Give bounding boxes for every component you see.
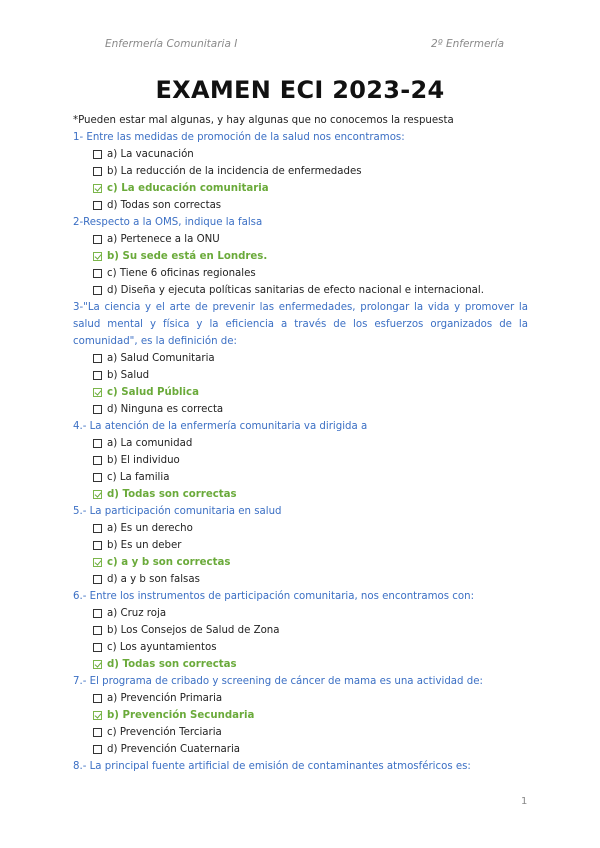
running-header-year: 2º Enfermería: [431, 38, 505, 50]
checked-box-icon[interactable]: [93, 252, 102, 261]
running-header-course: Enfermería Comunitaria I: [105, 38, 238, 50]
checkbox-icon[interactable]: [93, 473, 102, 482]
answer-option[interactable]: [73, 452, 528, 469]
page-title: EXAMEN ECI 2023-24: [155, 76, 445, 104]
answer-option[interactable]: [73, 486, 528, 503]
answer-option[interactable]: [73, 469, 528, 486]
answer-option[interactable]: [73, 724, 528, 741]
answer-option[interactable]: [73, 282, 528, 299]
answer-option[interactable]: [73, 265, 528, 282]
answer-option-label: c) Tiene 6 oficinas regionales: [107, 268, 256, 279]
question-8: 8.- La principal fuente artificial de emisión de contaminantes atmosféricos es:: [73, 761, 471, 772]
checkbox-icon[interactable]: [93, 269, 102, 278]
answer-option-label: a) Cruz roja: [107, 608, 167, 619]
checkbox-icon[interactable]: [93, 626, 102, 635]
answer-option[interactable]: [73, 707, 528, 724]
answer-option-label: c) Los ayuntamientos: [107, 642, 217, 653]
answer-option-label: c) La familia: [107, 472, 170, 483]
answer-option[interactable]: [73, 350, 528, 367]
answer-option-label: c) La educación comunitaria: [107, 183, 269, 194]
checkbox-icon[interactable]: [93, 150, 102, 159]
answer-option[interactable]: [73, 605, 528, 622]
answer-option[interactable]: [73, 639, 528, 656]
checkbox-icon[interactable]: [93, 201, 102, 210]
checked-box-icon[interactable]: [93, 711, 102, 720]
answer-option-label: b) Salud: [107, 370, 150, 381]
answer-option-label: d) Todas son correctas: [107, 200, 222, 211]
checkbox-icon[interactable]: [93, 439, 102, 448]
answer-option-label: a) Prevención Primaria: [107, 693, 223, 704]
answer-option[interactable]: [73, 197, 528, 214]
answer-option[interactable]: [73, 435, 528, 452]
answer-option[interactable]: [73, 741, 528, 758]
page-number: 1: [521, 796, 528, 807]
checkbox-icon[interactable]: [93, 643, 102, 652]
answer-option-label: d) a y b son falsas: [107, 574, 200, 585]
checked-box-icon[interactable]: [93, 490, 102, 499]
question-6: 6.- Entre los instrumentos de participación comunitaria, nos encontramos con:: [73, 591, 475, 602]
answer-option[interactable]: [73, 163, 528, 180]
answer-option[interactable]: [73, 537, 528, 554]
question-5: 5.- La participación comunitaria en salud: [73, 506, 282, 517]
checkbox-icon[interactable]: [93, 456, 102, 465]
checkbox-icon[interactable]: [93, 541, 102, 550]
checkbox-icon[interactable]: [93, 575, 102, 584]
checkbox-icon[interactable]: [93, 745, 102, 754]
answer-option-label: d) Ninguna es correcta: [107, 404, 224, 415]
answer-option-label: d) Diseña y ejecuta políticas sanitarias de efecto nacional e internacional.: [107, 285, 484, 296]
checkbox-icon[interactable]: [93, 728, 102, 737]
question-1: 1- Entre las medidas de promoción de la salud nos encontramos:: [73, 132, 405, 143]
answer-option-label: a) Es un derecho: [107, 523, 193, 534]
answer-option[interactable]: [73, 367, 528, 384]
answer-option-label: b) El individuo: [107, 455, 180, 466]
answer-option[interactable]: [73, 656, 528, 673]
answer-option-label: d) Todas son correctas: [107, 659, 237, 670]
answer-option-label: a) Pertenece a la ONU: [107, 234, 220, 245]
answer-option[interactable]: [73, 690, 528, 707]
checkbox-icon[interactable]: [93, 371, 102, 380]
checked-box-icon[interactable]: [93, 388, 102, 397]
checkbox-icon[interactable]: [93, 609, 102, 618]
checkbox-icon[interactable]: [93, 694, 102, 703]
answer-option[interactable]: [73, 231, 528, 248]
answer-option[interactable]: [73, 384, 528, 401]
answer-option[interactable]: [73, 554, 528, 571]
question-4: 4.- La atención de la enfermería comunitaria va dirigida a: [73, 421, 368, 432]
checkbox-icon[interactable]: [93, 167, 102, 176]
answer-option-label: d) Todas son correctas: [107, 489, 237, 500]
question-2: 2-Respecto a la OMS, indique la falsa: [73, 217, 263, 228]
answer-option-label: c) Salud Pública: [107, 387, 199, 398]
checked-box-icon[interactable]: [93, 558, 102, 567]
question-7: 7.- El programa de cribado y screening de cáncer de mama es una actividad de:: [73, 676, 483, 687]
answer-option[interactable]: [73, 146, 528, 163]
answer-option[interactable]: [73, 571, 528, 588]
answer-option-label: b) Es un deber: [107, 540, 182, 551]
checkbox-icon[interactable]: [93, 235, 102, 244]
checkbox-icon[interactable]: [93, 524, 102, 533]
answer-option-label: b) Prevención Secundaria: [107, 710, 255, 721]
answer-option[interactable]: [73, 622, 528, 639]
checkbox-icon[interactable]: [93, 405, 102, 414]
answer-option-label: c) Prevención Terciaria: [107, 727, 222, 738]
answer-option-label: a) La vacunación: [107, 149, 194, 160]
checked-box-icon[interactable]: [93, 184, 102, 193]
checked-box-icon[interactable]: [93, 660, 102, 669]
answer-option-label: b) La reducción de la incidencia de enfermedades: [107, 166, 362, 177]
answer-option-label: d) Prevención Cuaternaria: [107, 744, 241, 755]
answer-option-label: b) Su sede está en Londres.: [107, 251, 268, 262]
disclaimer-note: *Pueden estar mal algunas, y hay algunas que no conocemos la respuesta: [73, 115, 454, 126]
checkbox-icon[interactable]: [93, 354, 102, 363]
answer-option[interactable]: [73, 520, 528, 537]
answer-option-label: c) a y b son correctas: [107, 557, 231, 568]
answer-option-label: a) Salud Comunitaria: [107, 353, 215, 364]
answer-option-label: b) Los Consejos de Salud de Zona: [107, 625, 280, 636]
answer-option[interactable]: [73, 180, 528, 197]
answer-option[interactable]: [73, 401, 528, 418]
exam-content: [73, 112, 528, 775]
question-3: 3-"La ciencia y el arte de prevenir las enfermedades, prolongar la vida y promover la salud mental y física y la eficiencia a través de los esfuerzos organizados de la comunidad", es la definición de:: [73, 302, 528, 347]
checkbox-icon[interactable]: [93, 286, 102, 295]
answer-option[interactable]: [73, 248, 528, 265]
answer-option-label: a) La comunidad: [107, 438, 193, 449]
